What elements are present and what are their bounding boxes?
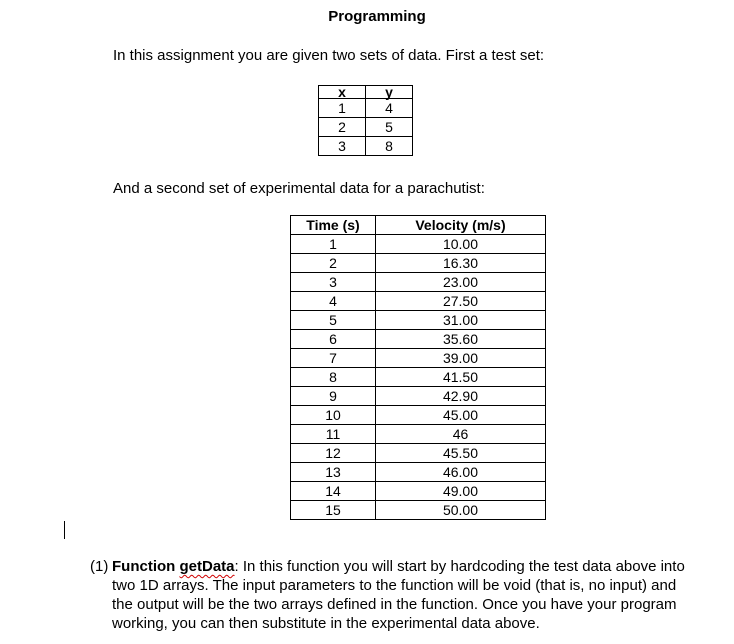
table-cell: 2	[319, 118, 366, 137]
task-label-prefix: Function	[112, 558, 180, 575]
table-header: x	[319, 86, 366, 99]
table-cell: 16.30	[376, 254, 546, 273]
second-intro-paragraph: And a second set of experimental data for a parachutist:	[113, 180, 485, 197]
table-cell: 14	[291, 482, 376, 501]
table-row	[291, 482, 546, 501]
table-cell: 8	[366, 137, 413, 156]
table-row	[291, 463, 546, 482]
parachutist-data-table	[290, 215, 546, 520]
table-row	[291, 254, 546, 273]
table-header: Time (s)	[291, 216, 376, 235]
table-cell: 45.50	[376, 444, 546, 463]
task-label-suffix: :	[234, 558, 239, 575]
table-cell: 4	[291, 292, 376, 311]
table-row	[291, 444, 546, 463]
table-row	[291, 330, 546, 349]
table-cell: 10.00	[376, 235, 546, 254]
table-row	[291, 501, 546, 520]
table-cell: 45.00	[376, 406, 546, 425]
table-row	[291, 406, 546, 425]
table-cell: 35.60	[376, 330, 546, 349]
table-row	[291, 273, 546, 292]
intro-paragraph: In this assignment you are given two sets of data. First a test set:	[113, 47, 545, 64]
table-cell: 11	[291, 425, 376, 444]
test-data-table	[318, 85, 413, 156]
table-cell: 23.00	[376, 273, 546, 292]
table-cell: 27.50	[376, 292, 546, 311]
table-cell: 13	[291, 463, 376, 482]
table-row	[319, 118, 413, 137]
table-cell: 50.00	[376, 501, 546, 520]
text-cursor[interactable]	[64, 521, 65, 539]
table-cell: 7	[291, 349, 376, 368]
table-row	[291, 368, 546, 387]
table-cell: 46	[376, 425, 546, 444]
task-item	[90, 557, 700, 633]
table-cell: 6	[291, 330, 376, 349]
task-body	[112, 557, 700, 633]
table-cell: 4	[366, 99, 413, 118]
task-number: (1)	[90, 558, 109, 575]
table-row	[291, 311, 546, 330]
table-cell: 49.00	[376, 482, 546, 501]
table-cell: 42.90	[376, 387, 546, 406]
table-cell: 8	[291, 368, 376, 387]
table-cell: 3	[319, 137, 366, 156]
table-cell: 1	[319, 99, 366, 118]
table-header: Velocity (m/s)	[376, 216, 546, 235]
table-cell: 46.00	[376, 463, 546, 482]
table-cell: 1	[291, 235, 376, 254]
table-row	[291, 387, 546, 406]
table-row	[291, 292, 546, 311]
table-row	[291, 349, 546, 368]
table-cell: 9	[291, 387, 376, 406]
table-cell: 15	[291, 501, 376, 520]
table-cell: 41.50	[376, 368, 546, 387]
table-row	[291, 425, 546, 444]
table-cell: 2	[291, 254, 376, 273]
table-row	[319, 99, 413, 118]
page-title: Programming	[328, 8, 426, 25]
table-cell: 5	[291, 311, 376, 330]
table-cell: 12	[291, 444, 376, 463]
table-cell: 3	[291, 273, 376, 292]
table-cell: 5	[366, 118, 413, 137]
function-name: getData	[179, 558, 235, 575]
table-cell: 10	[291, 406, 376, 425]
table-cell: 39.00	[376, 349, 546, 368]
table-cell: 31.00	[376, 311, 546, 330]
task-description: In this function you will start by hardcoding the test data above into two 1D arrays. The input parameters to the function will be void (that is, no input) and the output will be the two arrays defined in the function. Once you have your program working, you can then substitute in the experimental data above.	[112, 558, 685, 632]
table-row	[291, 235, 546, 254]
table-row	[319, 137, 413, 156]
table-header: y	[366, 86, 413, 99]
